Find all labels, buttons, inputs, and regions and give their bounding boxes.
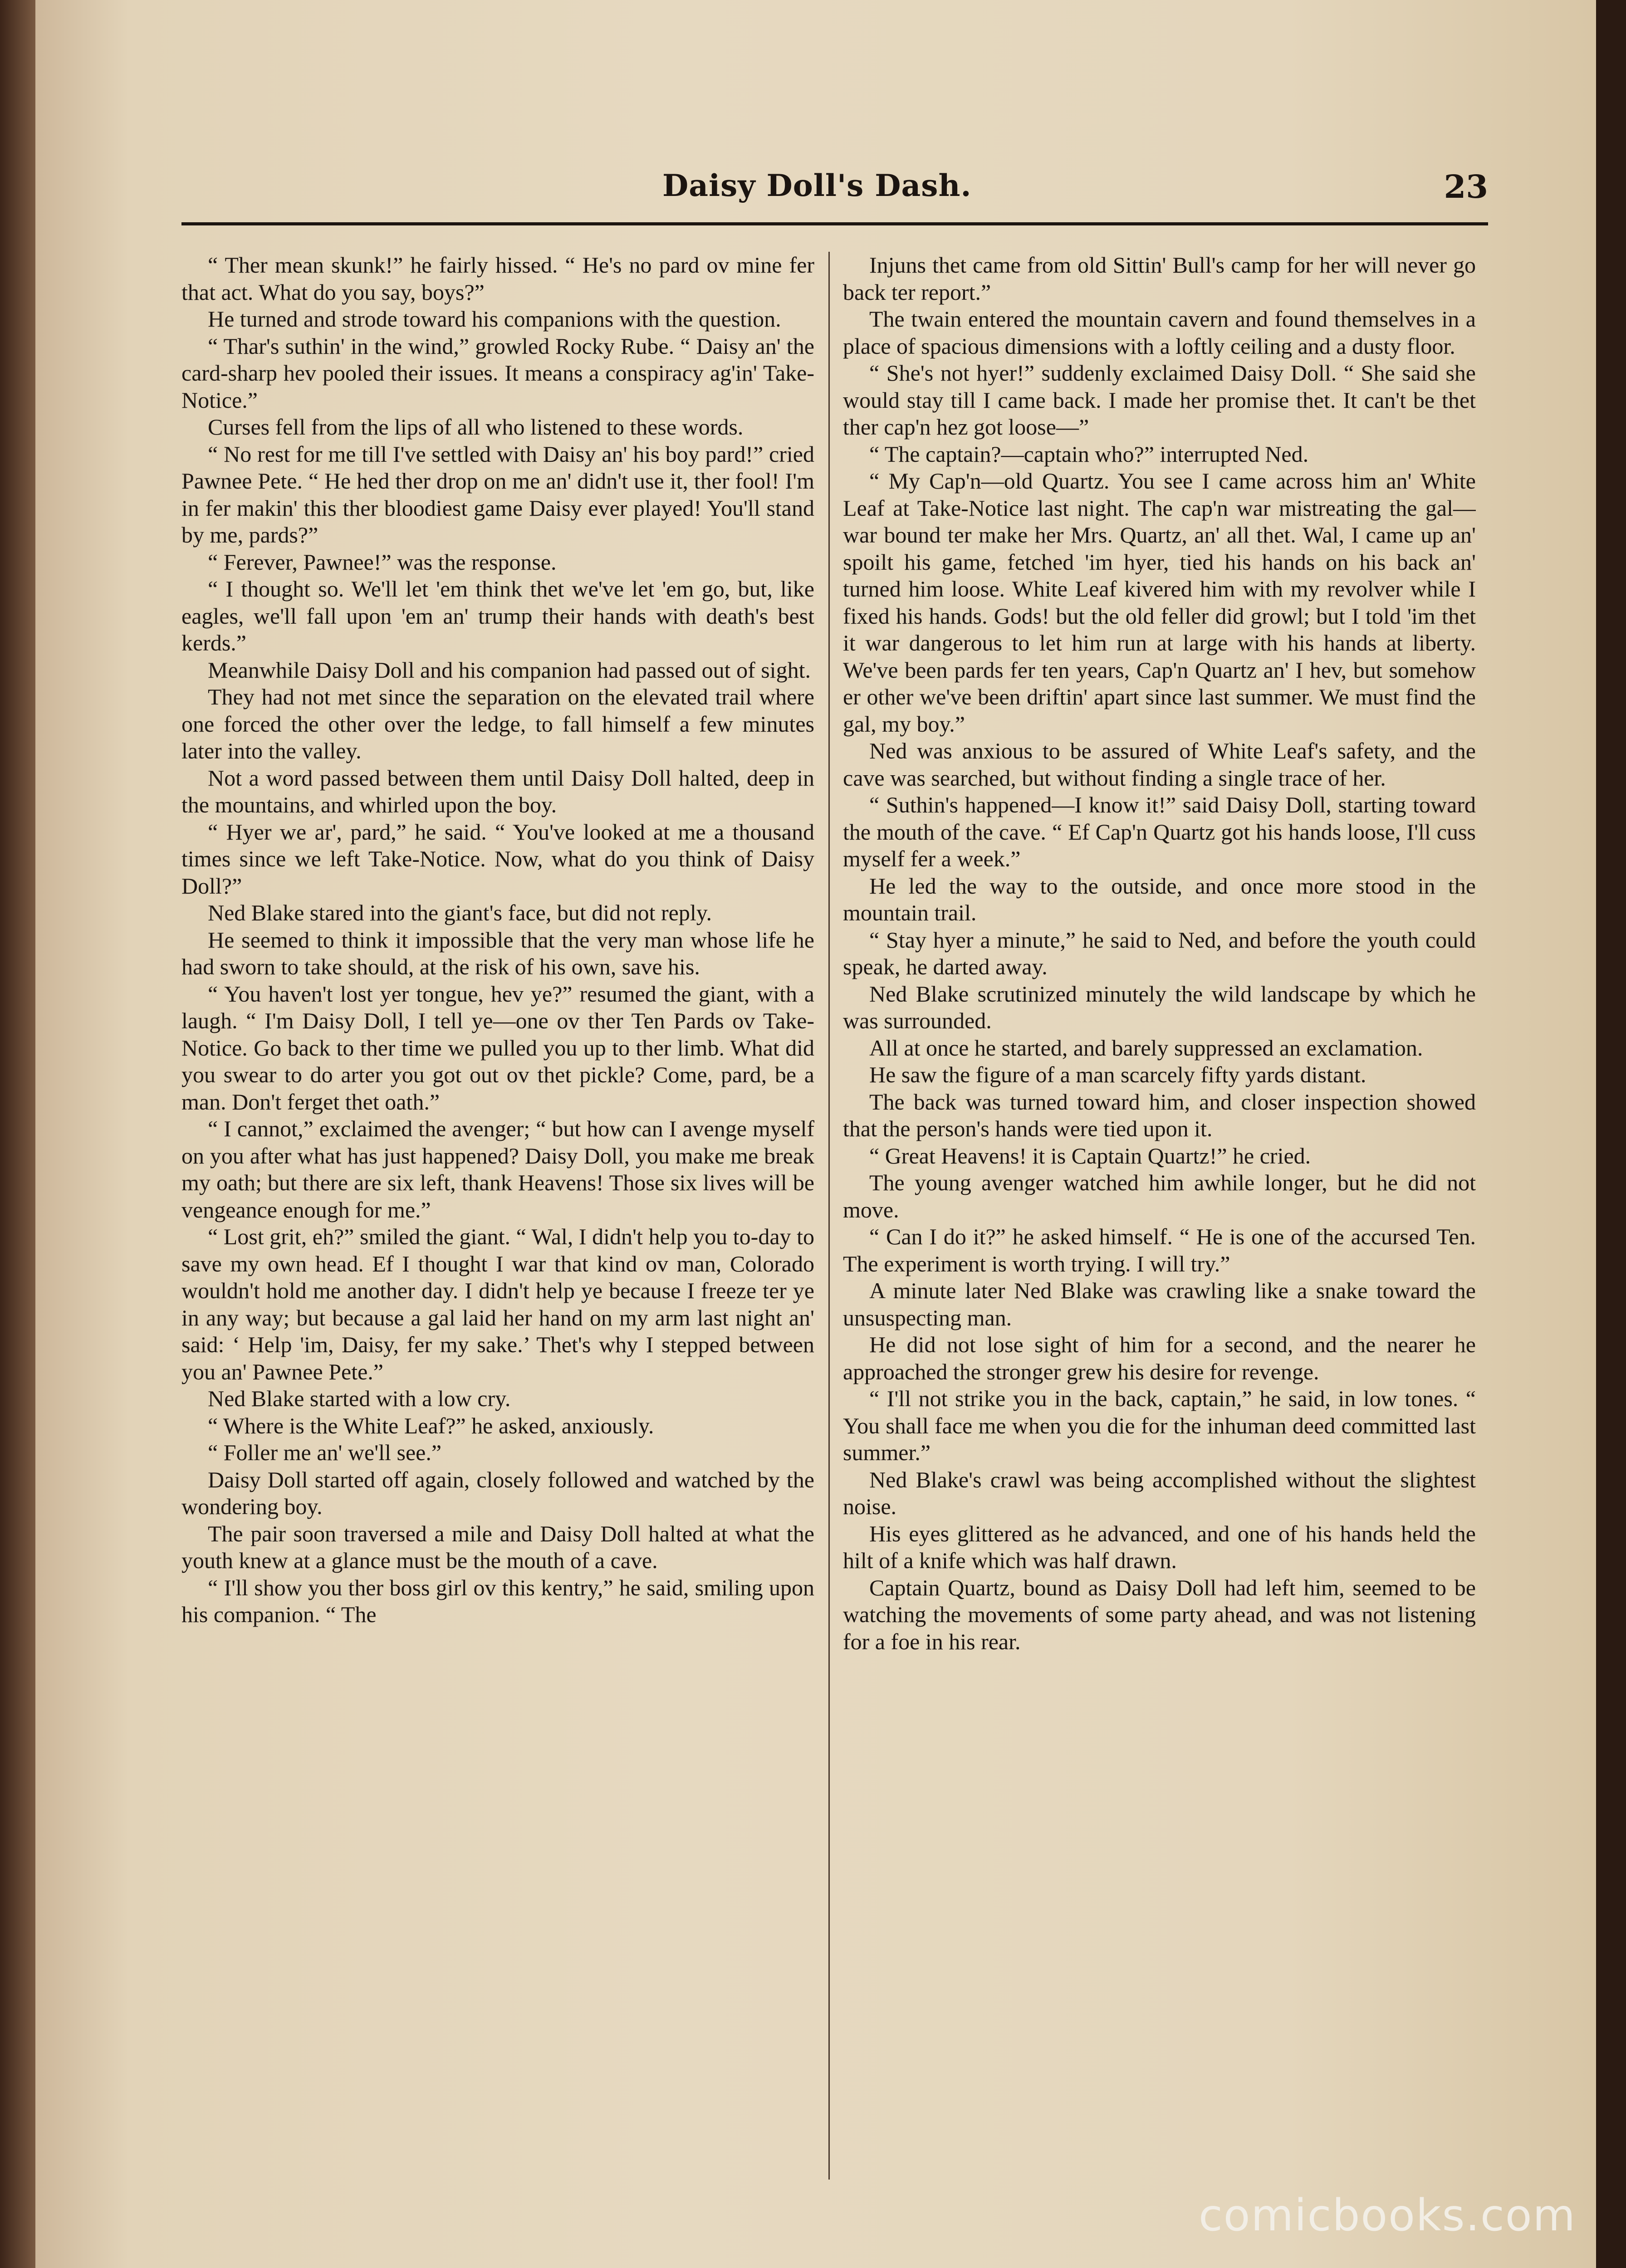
paragraph: Ned Blake started with a low cry. <box>208 1386 511 1411</box>
page-number: 23 <box>1444 168 1488 205</box>
paragraph: “ The captain?—captain who?” interrupted Ned. <box>869 441 1309 467</box>
paragraph: “ Ferever, Pawnee!” was the response. <box>208 549 557 575</box>
paragraph: A minute later Ned Blake was crawling like a snake toward the unsuspecting man. <box>843 1278 1476 1330</box>
paragraph: The twain entered the mountain cavern and found themselves in a place of spacious dimensions with a loftly ceiling and a dusty floor. <box>843 306 1476 359</box>
paragraph: He saw the figure of a man scarcely fifty yards distant. <box>869 1062 1366 1087</box>
paragraph: His eyes glittered as he advanced, and one of his hands held the hilt of a knife which was half drawn. <box>843 1520 1476 1573</box>
paragraph: “ Stay hyer a minute,” he said to Ned, and before the youth could speak, he darted away. <box>843 927 1476 979</box>
paragraph: Not a word passed between them until Daisy Doll halted, deep in the mountains, and whirled upon the boy. <box>181 765 814 817</box>
paragraph: They had not met since the separation on the elevated trail where one forced the other over the ledge, to fall himself a few minutes later into the valley. <box>181 684 814 763</box>
paragraph: Ned Blake stared into the giant's face, but did not reply. <box>208 900 712 925</box>
paragraph: “ Hyer we ar', pard,” he said. “ You've looked at me a thousand times since we left Take-Notice. Now, what do you think of Daisy Doll?” <box>181 819 814 899</box>
paragraph: “ Great Heavens! it is Captain Quartz!” he cried. <box>869 1143 1311 1168</box>
paragraph: “ Lost grit, eh?” smiled the giant. “ Wal, I didn't help you to-day to save my own head. Ef I thought I war that kind ov man, Colorado wouldn't hold me another day. I didn't help ye because I freeze ter ye in any way; but because a gal laid her hand on my arm last night an' said: ‘ Help 'im, Daisy, fer my sake.’ Thet's why I stepped between you an' Pawnee Pete.” <box>181 1224 814 1384</box>
paragraph: The young avenger watched him awhile longer, but he did not move. <box>843 1170 1476 1222</box>
paragraph: He seemed to think it impossible that the very man whose life he had sworn to take should, at the risk of his own, save his. <box>181 927 814 979</box>
paragraph: “ Ther mean skunk!” he fairly hissed. “ He's no pard ov mine fer that act. What do you say, boys?” <box>181 252 814 305</box>
paragraph: “ Thar's suthin' in the wind,” growled Rocky Rube. “ Daisy an' the card-sharp hev pooled their issues. It means a conspiracy ag'in' Take-Notice.” <box>181 333 814 413</box>
paragraph: The back was turned toward him, and closer inspection showed that the person's hands were tied upon it. <box>843 1089 1476 1141</box>
paragraph: “ I thought so. We'll let 'em think thet we've let 'em go, but, like eagles, we'll fall upon 'em an' trump their hands with death's best kerds.” <box>181 576 814 655</box>
paragraph: He did not lose sight of him for a second, and the nearer he approached the stronger grew his desire for revenge. <box>843 1332 1476 1384</box>
paragraph: “ I'll show you ther boss girl ov this kentry,” he said, smiling upon his companion. “ The <box>181 1574 814 1627</box>
right-column <box>843 252 1476 2180</box>
paragraph: Curses fell from the lips of all who listened to these words. <box>208 414 744 440</box>
header-rule <box>181 222 1488 225</box>
paragraph: Daisy Doll started off again, closely followed and watched by the wondering boy. <box>181 1466 814 1519</box>
paragraph: “ Can I do it?” he asked himself. “ He is one of the accursed Ten. The experiment is worth trying. I will try.” <box>843 1224 1476 1276</box>
running-title: Daisy Doll's Dash. <box>662 168 972 203</box>
paragraph: “ No rest for me till I've settled with Daisy an' his boy pard!” cried Pawnee Pete. “ He hed ther drop on me an' didn't use it, ther fool! I'm in fer makin' this ther bloodiest game Daisy ever played! You'll stand by me, pards?” <box>181 441 814 547</box>
paragraph: “ Where is the White Leaf?” he asked, anxiously. <box>208 1413 654 1438</box>
paragraph: “ Suthin's happened—I know it!” said Daisy Doll, starting toward the mouth of the cave. “ Ef Cap'n Quartz got his hands loose, I'll cuss myself fer a week.” <box>843 792 1476 871</box>
paragraph: “ She's not hyer!” suddenly exclaimed Daisy Doll. “ She said she would stay till I came back. I made her promise thet. It can't be thet ther cap'n hez got loose—” <box>843 360 1476 440</box>
binding-edge <box>0 0 35 2268</box>
left-column <box>181 252 814 2180</box>
paragraph: Ned Blake's crawl was being accomplished without the slightest noise. <box>843 1466 1476 1519</box>
paragraph: “ My Cap'n—old Quartz. You see I came across him an' White Leaf at Take-Notice last night. The cap'n war mistreating the gal—war bound ter make her Mrs. Quartz, an' all thet. Wal, I came up an' spoilt his game, fetched 'im hyer, tied his hands on his back an' turned him loose. White Leaf kivered him with my revolver while I fixed his hands. Gods! but the old feller did growl; but I told 'im thet it war dangerous to let him run at large with his hands at liberty. We've been pards fer ten years, Cap'n Quartz an' I hev, but somehow er other we've been driftin' apart since last summer. We must find the gal, my boy.” <box>843 468 1476 737</box>
paragraph: Meanwhile Daisy Doll and his companion had passed out of sight. <box>208 657 811 683</box>
paragraph: He led the way to the outside, and once more stood in the mountain trail. <box>843 873 1476 925</box>
paragraph: “ I'll not strike you in the back, captain,” he said, in low tones. “ You shall face me when you die for the inhuman deed committed last summer.” <box>843 1386 1476 1465</box>
paragraph: All at once he started, and barely suppressed an exclamation. <box>869 1035 1423 1061</box>
site-watermark: comicbooks.com <box>1198 2190 1576 2241</box>
paragraph: “ Foller me an' we'll see.” <box>208 1440 442 1465</box>
paragraph: Captain Quartz, bound as Daisy Doll had left him, seemed to be watching the movements of some party ahead, and was not listening for a foe in his rear. <box>843 1574 1476 1654</box>
paragraph: The pair soon traversed a mile and Daisy Doll halted at what the youth knew at a glance must be the mouth of a cave. <box>181 1520 814 1573</box>
paragraph: “ You haven't lost yer tongue, hev ye?” resumed the giant, with a laugh. “ I'm Daisy Doll, I tell ye—one ov ther Ten Pards ov Take-Notice. Go back to ther time we pulled you up to ther limb. What did you swear to do arter you got out ov thet pickle? Come, pard, be a man. Don't ferget thet oath.” <box>181 981 814 1114</box>
column-rule <box>828 252 830 2180</box>
paragraph: Ned Blake scrutinized minutely the wild landscape by which he was surrounded. <box>843 981 1476 1033</box>
paragraph: Ned was anxious to be assured of White Leaf's safety, and the cave was searched, but without finding a single trace of her. <box>843 738 1476 791</box>
paragraph: “ I cannot,” exclaimed the avenger; “ but how can I avenge myself on you after what has just happened? Daisy Doll, you make me break my oath; but there are six left, thank Heavens! Those six lives will be vengeance enough for me.” <box>181 1116 814 1222</box>
running-header <box>181 168 1488 213</box>
paragraph: Injuns thet came from old Sittin' Bull's camp for her will never go back ter report.” <box>843 252 1476 305</box>
paragraph: He turned and strode toward his companions with the question. <box>208 306 781 332</box>
